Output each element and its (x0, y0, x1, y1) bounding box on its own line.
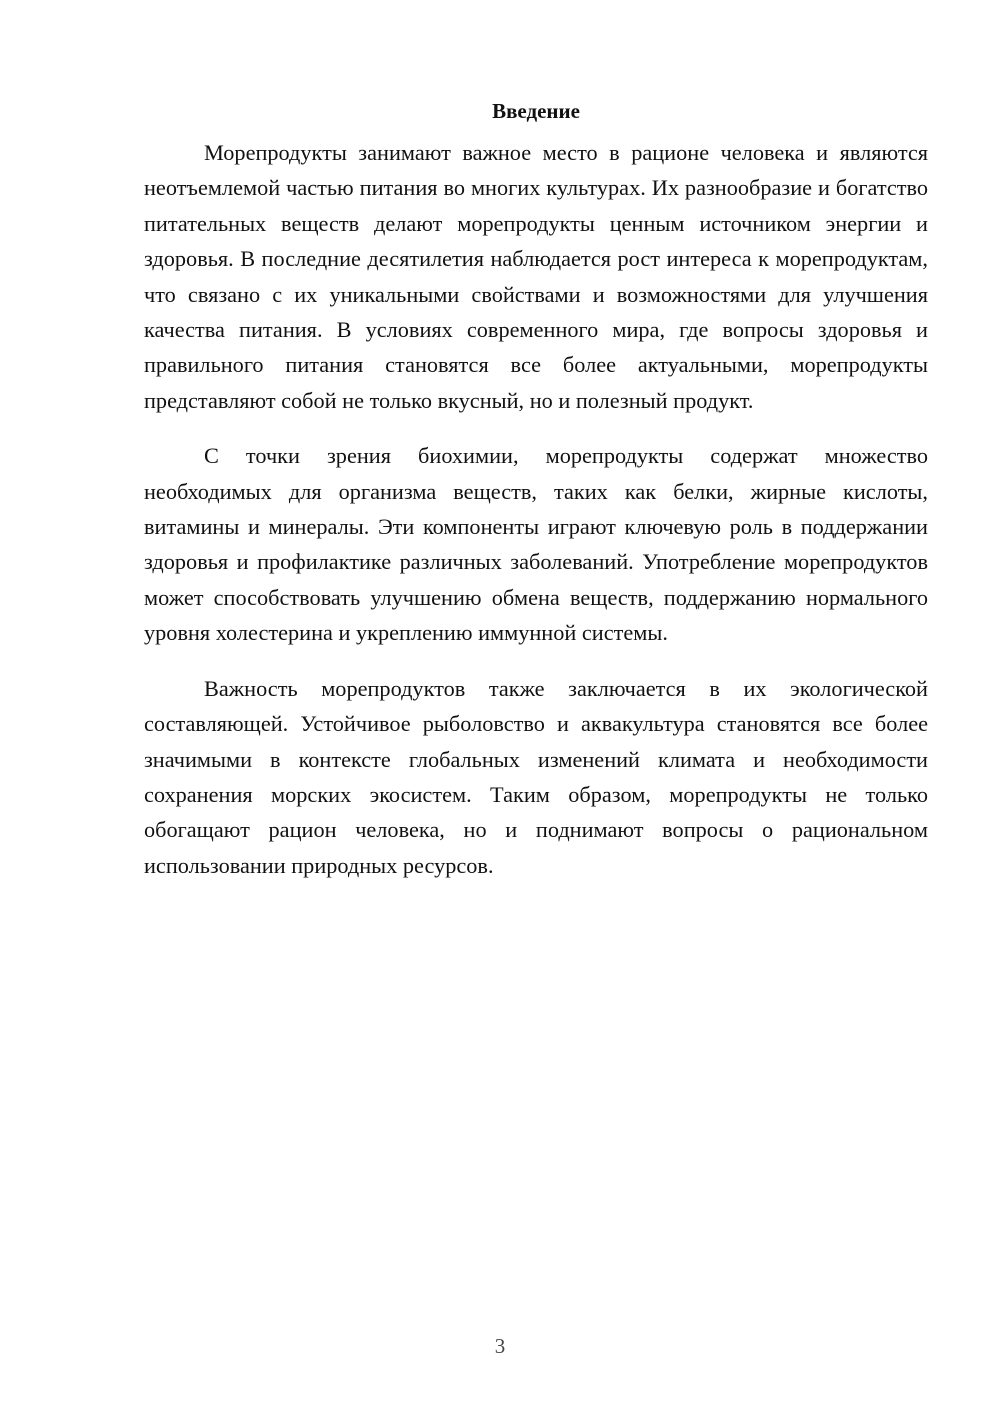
paragraph-biochemistry: С точки зрения биохимии, морепродукты содержат множество необходимых для организма веществ, таких как белки, жирные кислоты, витамины и минералы. Эти компоненты играют ключевую роль в поддержании здоровья и профилактике различных заболеваний. Употребление морепродуктов может способствовать улучшению обмена веществ, поддержанию нормального уровня холестерина и укреплению иммунной системы. (144, 443, 928, 646)
page-number: 3 (494, 1334, 506, 1358)
document-body (144, 98, 928, 883)
paragraph-ecology: Важность морепродуктов также заключается в их экологической составляющей. Устойчивое рыболовство и аквакультура становятся все более значимыми в контексте глобальных изменений климата и необходимости сохранения морских экосистем. Таким образом, морепродукты не только обогащают рацион человека, но и поднимают вопросы о рациональном использовании природных ресурсов. (144, 675, 928, 878)
paragraph-intro: Морепродукты занимают важное место в рационе человека и являются неотъемлемой частью питания во многих культурах. Их разнообразие и богатство питательных веществ делают морепродукты ценным источником энергии и здоровья. В последние десятилетия наблюдается рост интереса к морепродуктам, что связано с их уникальными свойствами и возможностями для улучшения качества питания. В условиях современного мира, где вопросы здоровья и правильного питания становятся все более актуальными, морепродукты представляют собой не только вкусный, но и полезный продукт. (144, 140, 928, 413)
section-heading: Введение (492, 99, 580, 123)
